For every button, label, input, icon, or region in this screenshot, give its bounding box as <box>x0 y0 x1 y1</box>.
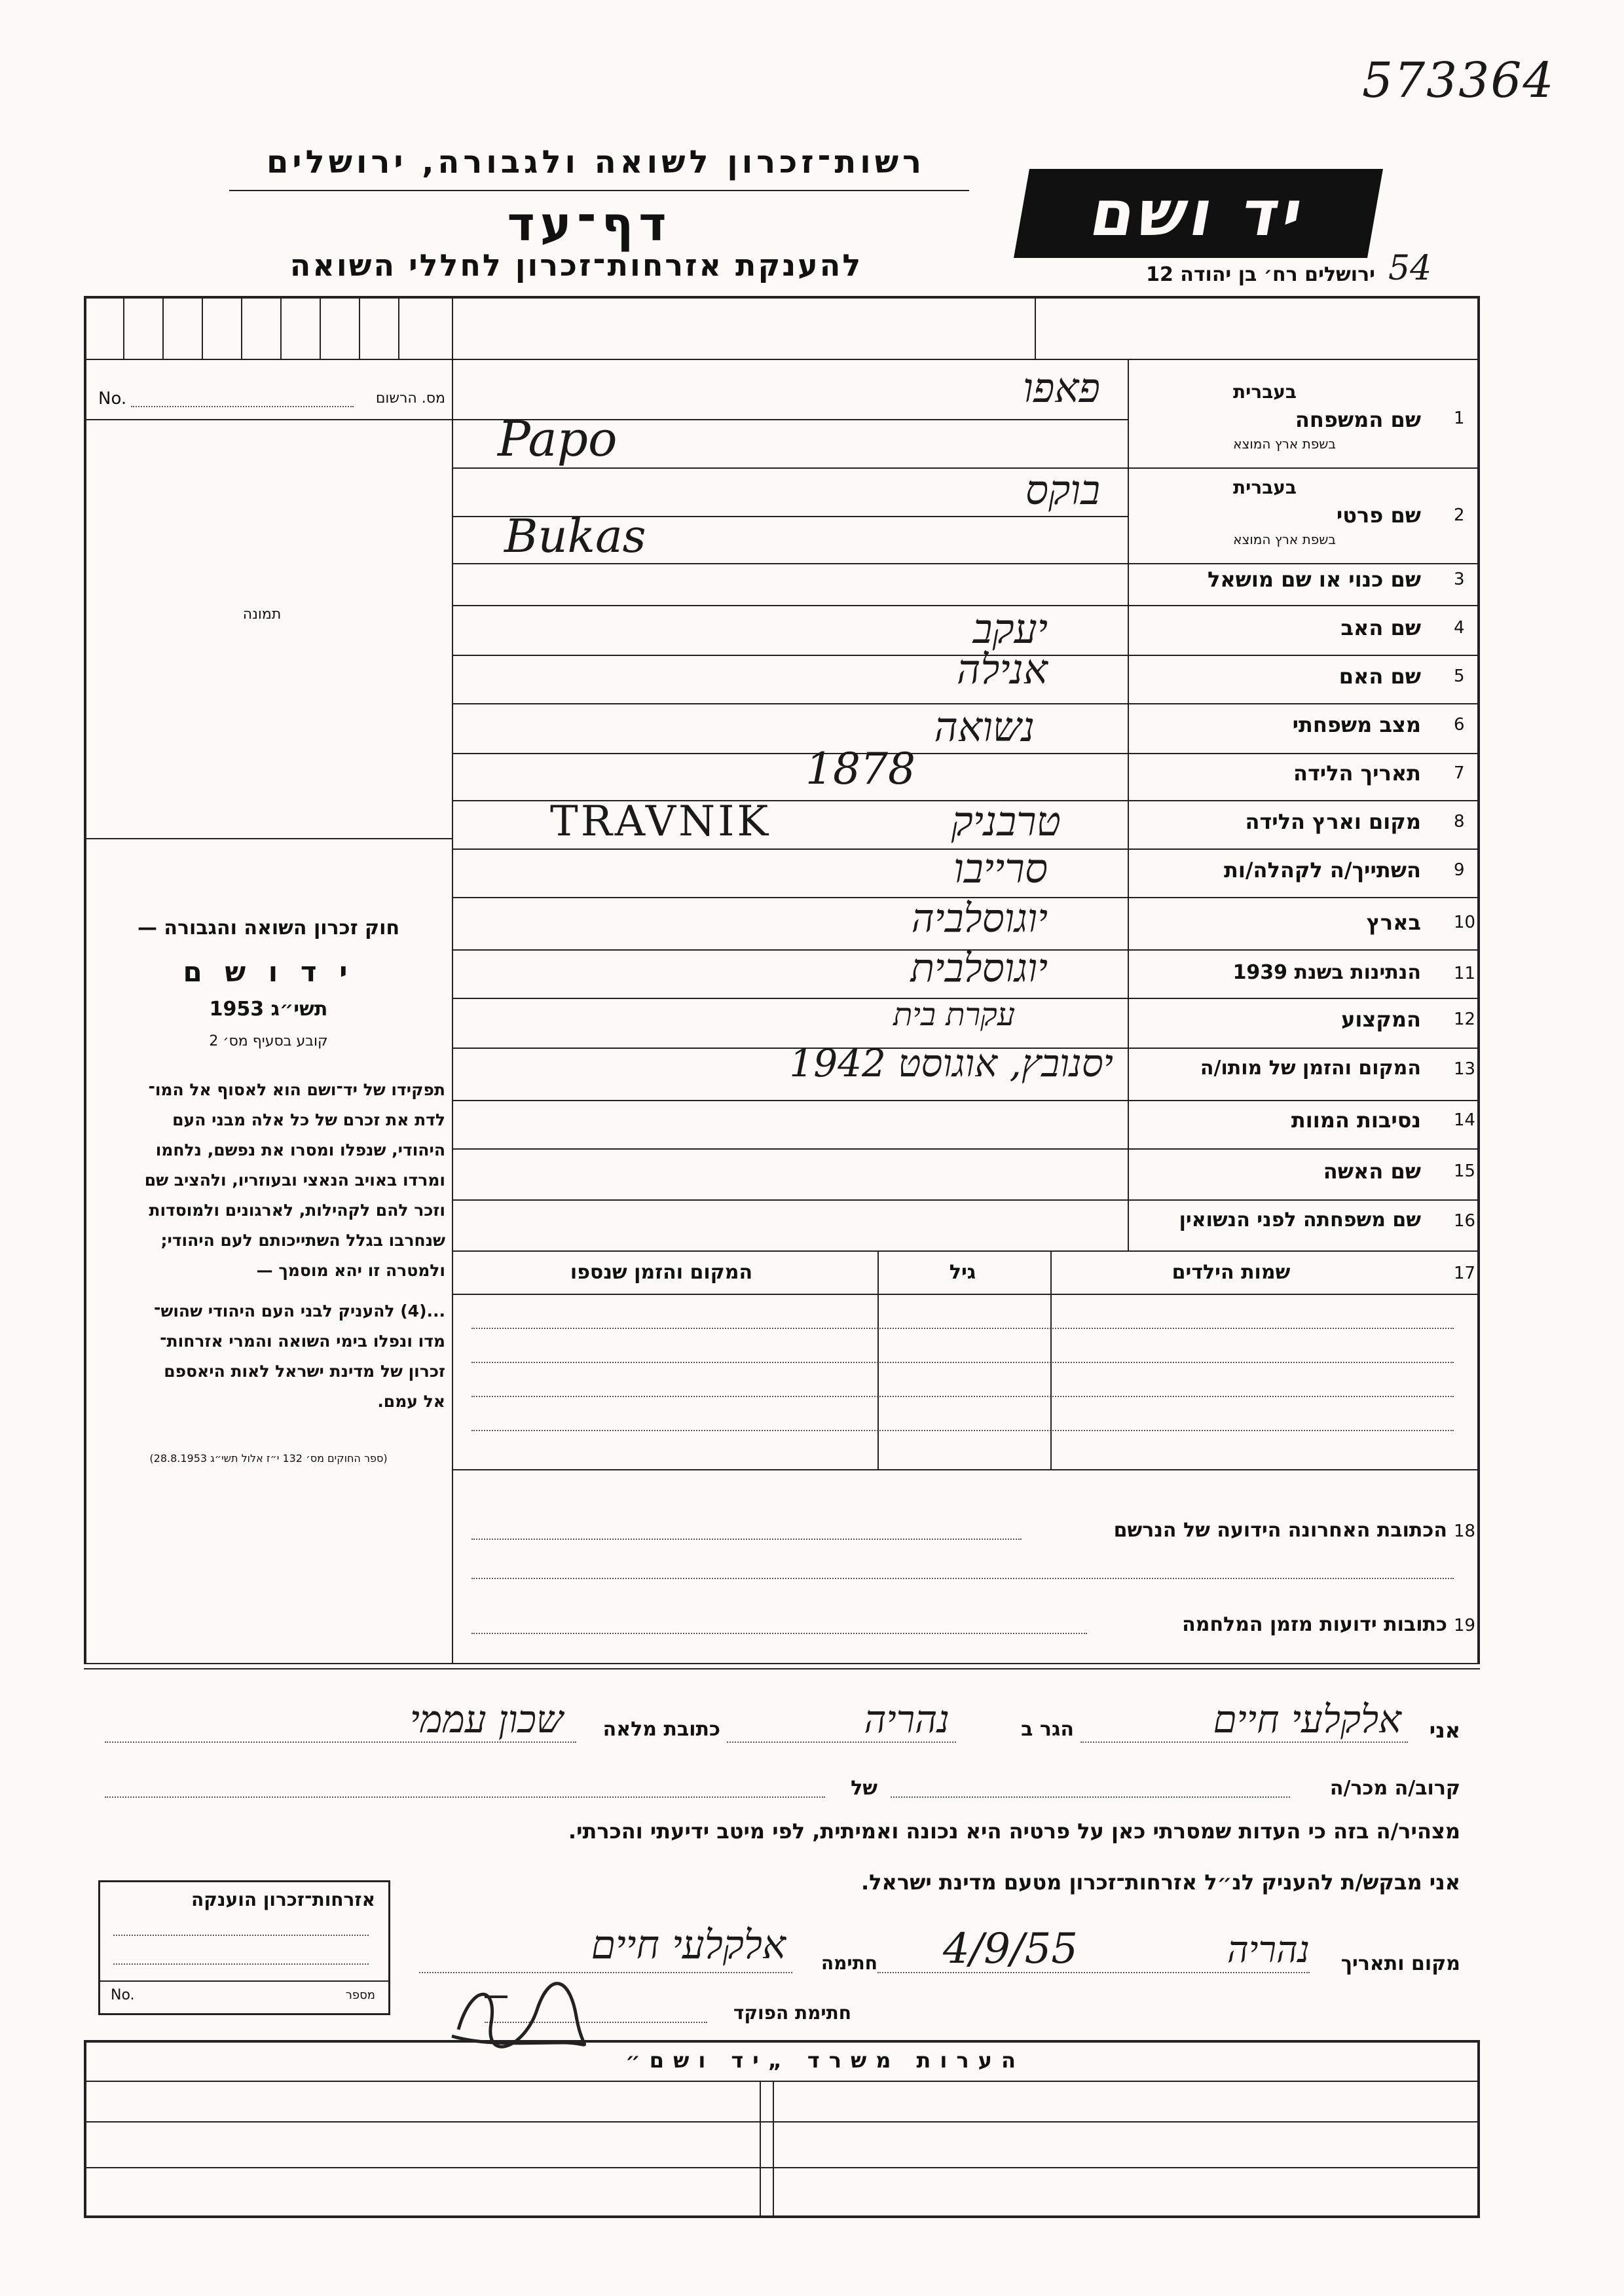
birth-place-value: טרבניק <box>951 797 1061 845</box>
label-divider <box>1128 359 1129 1250</box>
field-label: שם האב <box>1340 615 1421 640</box>
field-number: 6 <box>1454 715 1465 735</box>
field-label: כתובות ידועות מזמן המלחמה <box>1182 1613 1447 1636</box>
law-title: חוק זכרון השואה והגבורה — <box>137 917 400 939</box>
family-name-hebrew-value: פאפו <box>1022 364 1100 412</box>
field-number: 3 <box>1454 570 1465 589</box>
law-line: ומרדו באויב הנאצי ובעוזריו, ולהציב שם <box>144 1171 445 1190</box>
decl-of: של <box>851 1777 877 1800</box>
col-children-age: גיל <box>949 1261 976 1284</box>
field-number: 16 <box>1454 1211 1476 1231</box>
field-label: מקום וארץ הלידה <box>1245 809 1421 834</box>
field-number: 18 <box>1454 1522 1476 1541</box>
family-name-local-value: Papo <box>498 411 618 467</box>
country-value: יוגוסלביה <box>911 896 1048 941</box>
field-number: 19 <box>1454 1616 1476 1635</box>
field-label: הנתינות בשנת 1939 <box>1232 961 1421 984</box>
sidebar-divider <box>452 296 453 1664</box>
death-place-time-value: יסנובץ, אוגוסט 1942 <box>789 1041 1113 1085</box>
field-label: מצב משפחתי <box>1292 712 1421 737</box>
marital-status-value: נשואה <box>934 703 1035 751</box>
archive-number: 573364 <box>1362 52 1555 109</box>
community-value: סרייבו <box>953 845 1048 892</box>
decl-name-value: אלקלעי חיים <box>1213 1697 1401 1741</box>
decl-place-date-label: מקום ותאריך <box>1340 1952 1460 1975</box>
decl-city-value: נהריה <box>864 1697 950 1741</box>
field-label: השתייך/ה לקהלה/ות <box>1223 858 1421 883</box>
official-signature-scribble <box>445 1971 602 2056</box>
field-label: שם כנוי או שם מושאל <box>1207 567 1421 592</box>
decl-request: אני מבקש/ת להעניק לנ״ל אזרחות־זכרון מטעם מדינת ישראל. <box>861 1870 1460 1895</box>
field-number: 5 <box>1454 666 1465 686</box>
decl-place-value: נהריה <box>1227 1929 1310 1971</box>
field-sub-local: בשפת ארץ המוצא <box>1233 532 1336 547</box>
law-line: תפקידו של יד־ושם הוא לאסוף אל המו־ <box>148 1080 445 1099</box>
birth-date-value: 1878 <box>805 744 915 794</box>
field-label: שם פרטי <box>1336 503 1421 528</box>
father-name-value: יעקב <box>972 605 1048 653</box>
decl-ani: אני <box>1429 1718 1460 1743</box>
field-number: 13 <box>1454 1059 1476 1079</box>
law-line: היהודי, שנפלו ומסרו את נפשם, נלחמו <box>155 1140 445 1159</box>
cert-box-no: No. <box>111 1987 135 2003</box>
field-number: 17 <box>1454 1264 1476 1283</box>
nationality-value: יוגוסלבית <box>910 945 1048 991</box>
photo-label: תמונה <box>242 606 282 623</box>
logo-text: יד ושם <box>1084 177 1312 250</box>
decl-resides: הגר ב <box>1021 1718 1074 1741</box>
decl-signature-label: חתימה <box>821 1952 877 1974</box>
office-notes-title: הערות משרד „יד ושם״ <box>625 2048 1025 2073</box>
law-line: ולמטרה זו יהא מוסמך — <box>256 1261 445 1280</box>
law-year: תשי״ג 1953 <box>209 998 328 1021</box>
cert-box-title: אזרחות־זכרון הוענקה <box>191 1889 375 1910</box>
field-label: שם המשפחה <box>1295 407 1421 432</box>
field-label: שם האם <box>1338 664 1421 689</box>
field-number: 15 <box>1454 1161 1476 1181</box>
decl-full-address: כתובת מלאה <box>602 1718 720 1741</box>
profession-value: עקרת בית <box>893 996 1015 1033</box>
field-sub-local: בשפת ארץ המוצא <box>1233 436 1336 452</box>
official-signature-label: חתימת הפוקד <box>733 2002 851 2024</box>
cert-box-number: מספר <box>345 1988 375 2002</box>
field-label: נסיבות המוות <box>1291 1108 1421 1133</box>
first-name-local-value: Bukas <box>504 509 646 563</box>
header-address: ירושלים רח׳ בן יהודה 12 <box>1146 263 1375 286</box>
reg-no-label: מס. הרשום <box>375 390 445 407</box>
law-clause: קובע בסעיף מס׳ 2 <box>209 1033 328 1049</box>
field-sub-hebrew: בעברית <box>1232 381 1297 403</box>
field-label: בארץ <box>1366 910 1421 935</box>
law-line: וזכר להם לקהילות, לארגונים ולמוסדות <box>149 1201 445 1220</box>
page-title: דף־עד <box>507 196 672 251</box>
decl-address-value: שכון עממי <box>409 1697 563 1741</box>
citizenship-certificate-box <box>98 1880 390 2015</box>
page-number: 54 <box>1388 249 1432 288</box>
decl-date-value: 4/9/55 <box>943 1925 1078 1973</box>
decl-statement: מצהיר/ה בזה כי העדות שמסרתי כאן על פרטיה היא נכונה ואמיתית, לפי מיטב ידיעתי והכרתי. <box>568 1819 1460 1844</box>
field-number: 4 <box>1454 618 1465 638</box>
field-number: 11 <box>1454 964 1476 983</box>
law-line: ...(4) להעניק לבני העם היהודי שהוש־ <box>153 1302 445 1321</box>
law-line: אל עמם. <box>377 1392 445 1411</box>
field-label: שם האשה <box>1323 1159 1421 1184</box>
no-label: No. <box>98 389 127 409</box>
field-number: 2 <box>1454 505 1465 525</box>
field-number: 1 <box>1454 409 1465 428</box>
law-line: זכרון של מדינת ישראל לאות היאספם <box>164 1362 445 1381</box>
mother-name-value: אנילה <box>957 646 1048 693</box>
law-line: לדת את זכרם של כל אלה מבני העם <box>172 1110 445 1129</box>
col-children-names: שמות הילדים <box>1172 1261 1291 1284</box>
col-children-place: המקום והזמן שנספו <box>570 1261 753 1284</box>
field-number: 8 <box>1454 812 1465 831</box>
field-number: 12 <box>1454 1010 1476 1029</box>
field-number: 7 <box>1454 763 1465 783</box>
decl-signature-value: אלקלעי חיים <box>591 1922 786 1968</box>
law-reference: (ספר החוקים מס׳ 132 י״ז אלול תשי״ג 28.8.1953) <box>149 1452 388 1465</box>
field-sub-hebrew: בעברית <box>1232 477 1297 498</box>
first-name-hebrew-value: בוקס <box>1025 466 1100 514</box>
birth-place-latin-value: TRAVNIK <box>550 797 771 846</box>
field-label: המקום והזמן של מותו/ה <box>1200 1057 1421 1080</box>
field-number: 14 <box>1454 1110 1476 1130</box>
field-number: 10 <box>1454 913 1476 932</box>
law-name: י ד ו ש ם <box>183 956 354 988</box>
page-subtitle: להענקת אזרחות־זכרון לחללי השואה <box>289 247 863 283</box>
field-label: המקצוע <box>1341 1007 1421 1032</box>
header-authority: רשות־זכרון לשואה ולגבורה, ירושלים <box>266 144 926 181</box>
field-label: תאריך הלידה <box>1293 761 1421 786</box>
law-line: שנחרבו בגלל השתייכותם לעם היהודי; <box>160 1231 445 1250</box>
signature-scribble-icon <box>445 1971 602 2056</box>
field-label: שם משפחתה לפני הנשואין <box>1179 1209 1421 1231</box>
decl-relative: קרוב/ה מכר/ה <box>1329 1777 1460 1800</box>
field-label: הכתובת האחרונה הידועה של הנרשם <box>1113 1519 1447 1542</box>
law-line: מדו ונפלו בימי השואה והמרי אזרחות־ <box>160 1332 445 1351</box>
yad-vashem-logo <box>1014 169 1383 258</box>
field-number: 9 <box>1454 860 1465 880</box>
